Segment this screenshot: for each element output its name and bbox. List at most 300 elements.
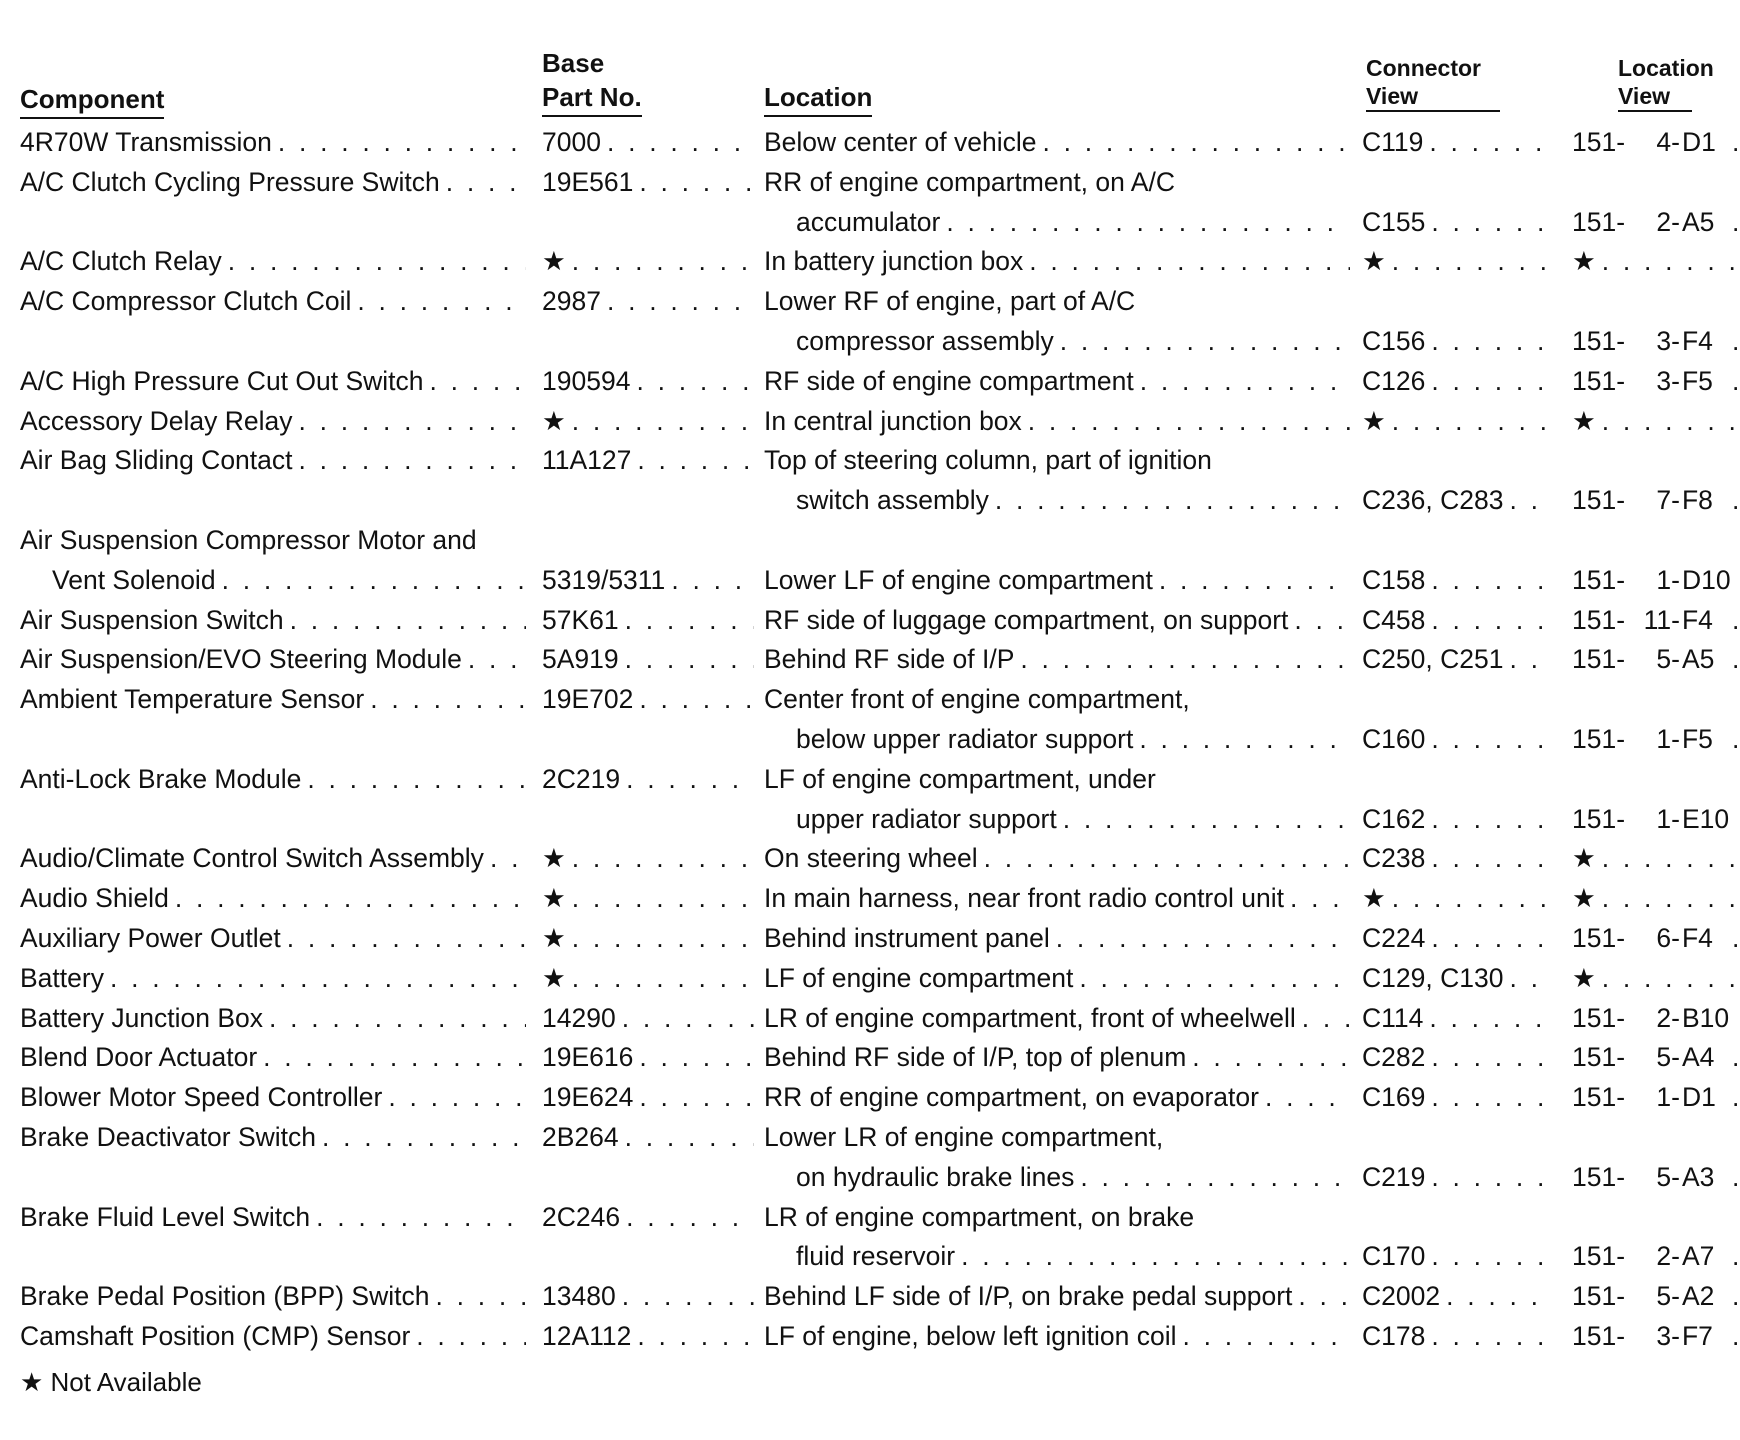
- dot-leader: [1423, 998, 1552, 1038]
- location-view-page: 151-: [1572, 485, 1626, 516]
- location-view-grid: F4: [1682, 326, 1713, 356]
- table-row: [0, 122, 1740, 162]
- component-name-text: Ambient Temperature Sensor: [20, 684, 365, 715]
- component-name-text: Accessory Delay Relay: [20, 405, 293, 436]
- location: Lower RF of engine, part of A/C: [764, 286, 1136, 317]
- dot-leader: [616, 998, 754, 1038]
- connector-view: [1362, 998, 1552, 1038]
- connector-view: [1362, 878, 1552, 918]
- dot-leader: [1425, 560, 1552, 600]
- base-part-number: [542, 560, 754, 600]
- connector-view: [1362, 1037, 1552, 1077]
- header-location-label: Location: [764, 80, 872, 117]
- connector-view: [1362, 600, 1552, 640]
- location-view-text: ★: [1572, 405, 1596, 436]
- location-view-grid: A5: [1682, 644, 1715, 675]
- location-text: fluid reservoir: [796, 1241, 956, 1272]
- component-name: [20, 918, 526, 958]
- base-part-number: [542, 600, 754, 640]
- dot-leader: [619, 600, 754, 640]
- table-row: [0, 560, 1740, 600]
- component-name-text: A/C Compressor Clutch Coil: [20, 286, 352, 317]
- component-name: [20, 122, 526, 162]
- component-name: [20, 1197, 526, 1237]
- location-view: [1572, 241, 1740, 281]
- dot-leader: [1440, 1276, 1552, 1316]
- connector-view-text: ★: [1362, 883, 1386, 914]
- connector-view-text: ★: [1362, 246, 1386, 277]
- component-name: [20, 1117, 526, 1157]
- component-name-text: Air Bag Sliding Contact: [20, 445, 293, 476]
- location-text: switch assembly: [796, 485, 989, 516]
- location: LR of engine compartment, on brake: [764, 1201, 1195, 1232]
- table-row: [0, 958, 1740, 998]
- base-part-number-text: 12A112: [542, 1321, 632, 1351]
- location: [764, 958, 1350, 998]
- component-name-text: Anti-Lock Brake Module: [20, 763, 302, 794]
- location-view-sheet: 3-: [1656, 1321, 1680, 1351]
- header-part-number: [542, 46, 642, 117]
- dot-leader: [1425, 838, 1552, 878]
- dot-leader: [216, 560, 526, 600]
- dot-leader: [989, 480, 1350, 520]
- location-view: [1572, 361, 1740, 401]
- location-view: [1572, 1037, 1740, 1077]
- base-part-number: [542, 1197, 754, 1237]
- component-name: [20, 1276, 526, 1316]
- dot-leader: [1503, 958, 1552, 998]
- connector-view: [1362, 401, 1552, 441]
- location: [764, 361, 1350, 401]
- location-view: [1572, 321, 1740, 361]
- dot-leader: [351, 281, 526, 321]
- dot-leader: [1022, 401, 1350, 441]
- base-part-number: [542, 918, 754, 958]
- connector-view: [1362, 480, 1552, 520]
- dot-leader: [1050, 918, 1350, 958]
- location-view-sheet: 4-: [1656, 127, 1680, 157]
- header-component: [20, 82, 164, 119]
- component-name-text: Camshaft Position (CMP) Sensor: [20, 1321, 411, 1351]
- table-row: [0, 1157, 1740, 1197]
- base-part-number-text: 7000: [542, 127, 601, 157]
- base-part-number-text: 19E616: [542, 1042, 634, 1073]
- location-view-dot: .: [1732, 1281, 1740, 1312]
- location-text: Behind instrument panel: [764, 923, 1050, 953]
- base-part-number-text: 14290: [542, 1002, 616, 1033]
- component-name-text: Blend Door Actuator: [20, 1042, 258, 1073]
- location-view-dot: .: [1732, 1241, 1740, 1272]
- table-row: [0, 440, 1740, 480]
- base-part-number-text: 19E624: [542, 1082, 634, 1113]
- location-view-sheet: 5-: [1656, 1042, 1680, 1073]
- dot-leader: [1133, 719, 1350, 759]
- location-view-text: ★: [1572, 962, 1596, 993]
- dot-leader: [1425, 321, 1552, 361]
- table-row: [0, 1236, 1740, 1276]
- dot-leader: [257, 1037, 526, 1077]
- dot-leader: [462, 639, 526, 679]
- base-part-number-text: 5319/5311: [542, 564, 666, 595]
- component-name: [20, 1037, 526, 1077]
- location-view-grid: D1: [1682, 127, 1716, 157]
- dot-leader: [1296, 998, 1350, 1038]
- component-name-text: A/C High Pressure Cut Out Switch: [20, 365, 424, 396]
- location-view: [1572, 838, 1740, 878]
- location-view: [1572, 799, 1740, 839]
- location-view: [1572, 1236, 1740, 1276]
- location: LF of engine compartment, under: [764, 763, 1156, 794]
- location-view: [1572, 958, 1740, 998]
- dot-leader: [630, 361, 754, 401]
- table-row: [0, 480, 1740, 520]
- location-view-page: 151-: [1572, 127, 1626, 157]
- dot-leader: [566, 918, 754, 958]
- location-view-dot: .: [1732, 1161, 1740, 1192]
- location-view: [1572, 1276, 1740, 1316]
- dot-leader: [1186, 1037, 1350, 1077]
- component-name: [20, 878, 526, 918]
- connector-view-text: C178: [1362, 1321, 1426, 1351]
- base-part-number-text: 2987: [542, 286, 601, 317]
- location-view-grid: A2: [1682, 1281, 1715, 1312]
- dot-leader: [1386, 878, 1552, 918]
- location-view-dot: .: [1732, 365, 1740, 396]
- header-location-view: [1618, 54, 1714, 112]
- location: [764, 1316, 1350, 1356]
- dot-leader: [1425, 202, 1552, 242]
- dot-leader: [978, 838, 1350, 878]
- location: [764, 918, 1350, 958]
- base-part-number: [542, 241, 754, 281]
- location-view-page: 151-: [1572, 604, 1626, 635]
- component-name: [20, 838, 526, 878]
- header-locview-line2: View: [1618, 82, 1692, 112]
- location-view-page: 151-: [1572, 1241, 1626, 1272]
- connector-view-text: C169: [1362, 1082, 1426, 1113]
- base-part-number-text: ★: [542, 923, 566, 953]
- dot-leader: [955, 1236, 1350, 1276]
- base-part-number: [542, 838, 754, 878]
- location-text: LF of engine compartment: [764, 962, 1074, 993]
- location-view: [1572, 719, 1740, 759]
- location-text: On steering wheel: [764, 843, 978, 874]
- dot-leader: [633, 1077, 754, 1117]
- dot-leader: [1596, 878, 1740, 918]
- header-connector-line1: Connector: [1366, 55, 1481, 81]
- connector-view-text: C170: [1362, 1241, 1426, 1272]
- location-text: Behind RF side of I/P, top of plenum: [764, 1042, 1187, 1073]
- table-row: [0, 1117, 1740, 1157]
- dot-leader: [272, 122, 526, 162]
- location-view-dot: .: [1732, 604, 1740, 635]
- dot-leader: [1134, 361, 1350, 401]
- dot-leader: [566, 241, 754, 281]
- base-part-number: [542, 361, 754, 401]
- dot-leader: [1425, 1316, 1552, 1356]
- location: [796, 480, 1350, 520]
- table-row: [0, 241, 1740, 281]
- header-component-label: Component: [20, 82, 164, 119]
- base-part-number: [542, 162, 754, 202]
- dot-leader: [1073, 958, 1350, 998]
- location-text: Behind RF side of I/P: [764, 644, 1015, 675]
- component-name-text: Audio/Climate Control Switch Assembly: [20, 843, 484, 874]
- dot-leader: [633, 679, 754, 719]
- component-name: [20, 162, 526, 202]
- base-part-number: [542, 1077, 754, 1117]
- dot-leader: [1596, 401, 1740, 441]
- table-row: [0, 520, 1740, 560]
- dot-leader: [429, 1276, 526, 1316]
- table-row: [0, 759, 1740, 799]
- location: [796, 1157, 1350, 1197]
- component-name: [20, 958, 526, 998]
- location: [764, 1276, 1350, 1316]
- location-view-dot: .: [1732, 1042, 1740, 1073]
- location-text: below upper radiator support: [796, 724, 1134, 754]
- table-row: [0, 600, 1740, 640]
- base-part-number-text: ★: [542, 246, 566, 277]
- location-text: compressor assembly: [796, 326, 1054, 356]
- component-name: Air Suspension Compressor Motor and: [20, 525, 477, 555]
- component-name: [20, 361, 526, 401]
- dot-leader: [1425, 1236, 1552, 1276]
- dot-leader: [410, 1316, 526, 1356]
- location-view-page: 151-: [1572, 724, 1626, 754]
- location: [764, 838, 1350, 878]
- location: [796, 1236, 1350, 1276]
- location-text: In main harness, near front radio control unit: [764, 883, 1284, 914]
- dot-leader: [1386, 401, 1552, 441]
- location-view-dot: .: [1732, 1082, 1740, 1113]
- dot-leader: [1074, 1157, 1350, 1197]
- dot-leader: [1423, 122, 1552, 162]
- location-text: upper radiator support: [796, 803, 1057, 834]
- location-view-dot: .: [1732, 724, 1740, 754]
- location-view-sheet: 7-: [1656, 485, 1680, 516]
- base-part-number-text: ★: [542, 843, 566, 874]
- location-view-dot: .: [1732, 206, 1740, 237]
- location-text: LR of engine compartment, front of wheelwell: [764, 1002, 1296, 1033]
- location-view-text: ★: [1572, 843, 1596, 874]
- connector-view-text: C238: [1362, 843, 1426, 874]
- base-part-number-text: 13480: [542, 1281, 616, 1312]
- dot-leader: [1596, 241, 1740, 281]
- location-view-page: 151-: [1572, 1042, 1626, 1073]
- base-part-number: [542, 679, 754, 719]
- dot-leader: [1425, 1037, 1552, 1077]
- component-name: [20, 440, 526, 480]
- connector-view-text: C219: [1362, 1161, 1426, 1192]
- location: RR of engine compartment, on A/C: [764, 166, 1175, 197]
- dot-leader: [424, 361, 526, 401]
- location-view: [1572, 1316, 1740, 1356]
- component-name: [20, 679, 526, 719]
- header-connector-line2: View: [1366, 82, 1500, 112]
- component-name: [20, 281, 526, 321]
- base-part-number-text: 19E561: [542, 166, 634, 197]
- table-row: [0, 162, 1740, 202]
- connector-view: [1362, 202, 1552, 242]
- dot-leader: [1425, 600, 1552, 640]
- base-part-number-text: 2B264: [542, 1122, 619, 1152]
- location-view-page: 151-: [1572, 1082, 1626, 1113]
- base-part-number-text: 2C246: [542, 1201, 621, 1232]
- location-view-text: ★: [1572, 246, 1596, 277]
- location-view-grid: A5: [1682, 206, 1715, 237]
- connector-view: [1362, 918, 1552, 958]
- base-part-number: [542, 1316, 754, 1356]
- dot-leader: [601, 281, 754, 321]
- dot-leader: [1386, 241, 1552, 281]
- location-view-sheet: 1-: [1656, 803, 1680, 834]
- dot-leader: [620, 759, 754, 799]
- connector-view: [1362, 719, 1552, 759]
- dot-leader: [1037, 122, 1350, 162]
- location-view-page: 151-: [1572, 644, 1626, 675]
- location: [764, 639, 1350, 679]
- dot-leader: [566, 401, 754, 441]
- component-name-text: A/C Clutch Relay: [20, 246, 222, 277]
- base-part-number: [542, 958, 754, 998]
- location-view-sheet: 1-: [1656, 724, 1680, 754]
- base-part-number: [542, 639, 754, 679]
- location: [796, 799, 1350, 839]
- table-row: [0, 998, 1740, 1038]
- header-connector-view: [1366, 54, 1500, 112]
- dot-leader: [169, 878, 526, 918]
- component-name: [20, 759, 526, 799]
- base-part-number-text: 2C219: [542, 763, 621, 794]
- dot-leader: [1054, 321, 1350, 361]
- location-view-sheet: 11-: [1643, 604, 1680, 635]
- dot-leader: [1503, 639, 1552, 679]
- dot-leader: [292, 401, 526, 441]
- location-view: [1572, 998, 1740, 1038]
- base-part-number-text: ★: [542, 405, 566, 436]
- base-part-number-text: ★: [542, 962, 566, 993]
- dot-leader: [566, 838, 754, 878]
- connector-view: [1362, 639, 1552, 679]
- location-view-grid: A7: [1682, 1241, 1715, 1272]
- table-row: [0, 838, 1740, 878]
- dot-leader: [1292, 1276, 1350, 1316]
- location: Top of steering column, part of ignition: [764, 445, 1212, 476]
- connector-view-text: C119: [1362, 127, 1424, 157]
- location-view-page: 151-: [1572, 1002, 1626, 1033]
- location: Center front of engine compartment,: [764, 684, 1190, 715]
- component-name-text: A/C Clutch Cycling Pressure Switch: [20, 166, 440, 197]
- location-view-grid: F5: [1682, 365, 1713, 396]
- location-view-dot: .: [1732, 127, 1740, 157]
- dot-leader: [566, 958, 754, 998]
- connector-view: [1362, 361, 1552, 401]
- component-name-text: Brake Pedal Position (BPP) Switch: [20, 1281, 430, 1312]
- location-text: RR of engine compartment, on evaporator: [764, 1082, 1259, 1113]
- location-view-sheet: 5-: [1656, 1281, 1680, 1312]
- location-view: [1572, 1157, 1740, 1197]
- base-part-number: [542, 759, 754, 799]
- location-view-sheet: 3-: [1656, 326, 1680, 356]
- base-part-number: [542, 878, 754, 918]
- location-text: accumulator: [796, 206, 941, 237]
- dot-leader: [1014, 639, 1350, 679]
- location-view-sheet: 6-: [1656, 923, 1680, 953]
- location-text: Below center of vehicle: [764, 127, 1037, 157]
- dot-leader: [316, 1117, 526, 1157]
- location-view-dot: .: [1732, 326, 1740, 356]
- location-view-grid: F8: [1682, 485, 1713, 516]
- dot-leader: [293, 440, 526, 480]
- header-part-line1: Base: [542, 48, 605, 78]
- location-view-dot: .: [1732, 485, 1740, 516]
- connector-view-text: C158: [1362, 564, 1426, 595]
- table-row: [0, 1276, 1740, 1316]
- connector-view-text: C129, C130: [1362, 962, 1504, 993]
- location-view-grid: F5: [1682, 724, 1713, 754]
- dot-leader: [310, 1197, 526, 1237]
- component-name-text: Battery: [20, 962, 104, 993]
- location-view-sheet: 5-: [1656, 644, 1680, 675]
- location: [764, 600, 1350, 640]
- table-row: [0, 799, 1740, 839]
- location-view: [1572, 202, 1740, 242]
- dot-leader: [619, 1117, 754, 1157]
- component-name: [20, 241, 526, 281]
- connector-view-text: C282: [1362, 1042, 1426, 1073]
- component-name-text: Air Suspension/EVO Steering Module: [20, 644, 462, 675]
- location-text: In battery junction box: [764, 246, 1024, 277]
- location-text: RF side of luggage compartment, on support: [764, 604, 1289, 635]
- component-name: [20, 998, 526, 1038]
- component-name-text: Audio Shield: [20, 883, 169, 914]
- footnote: ★ Not Available: [20, 1367, 202, 1397]
- dot-leader: [1153, 560, 1350, 600]
- dot-leader: [1023, 241, 1350, 281]
- connector-view: [1362, 838, 1552, 878]
- dot-leader: [104, 958, 526, 998]
- location-view-sheet: 5-: [1656, 1161, 1680, 1192]
- connector-view: [1362, 122, 1552, 162]
- dot-leader: [1176, 1316, 1350, 1356]
- location-view-page: 151-: [1572, 206, 1626, 237]
- location: [764, 122, 1350, 162]
- location-view-page: 151-: [1572, 326, 1626, 356]
- dot-leader: [1596, 958, 1740, 998]
- dot-leader: [1596, 838, 1740, 878]
- dot-leader: [1057, 799, 1350, 839]
- base-part-number-text: 5A919: [542, 644, 619, 675]
- base-part-number-text: 11A127: [542, 445, 632, 476]
- base-part-number: [542, 1117, 754, 1157]
- location: Lower LR of engine compartment,: [764, 1122, 1164, 1152]
- component-name: [20, 401, 526, 441]
- dot-leader: [1425, 799, 1552, 839]
- connector-view: [1362, 958, 1552, 998]
- location-text: LF of engine, below left ignition coil: [764, 1321, 1177, 1351]
- connector-view-text: ★: [1362, 405, 1386, 436]
- base-part-number: [542, 998, 754, 1038]
- location-view-sheet: 1-: [1656, 1082, 1680, 1113]
- dot-leader: [301, 759, 526, 799]
- connector-view: [1362, 1276, 1552, 1316]
- table-row: [0, 1077, 1740, 1117]
- dot-leader: [1284, 878, 1350, 918]
- dot-leader: [222, 241, 526, 281]
- connector-view-text: C250, C251: [1362, 644, 1504, 675]
- location-text: on hydraulic brake lines: [796, 1161, 1075, 1192]
